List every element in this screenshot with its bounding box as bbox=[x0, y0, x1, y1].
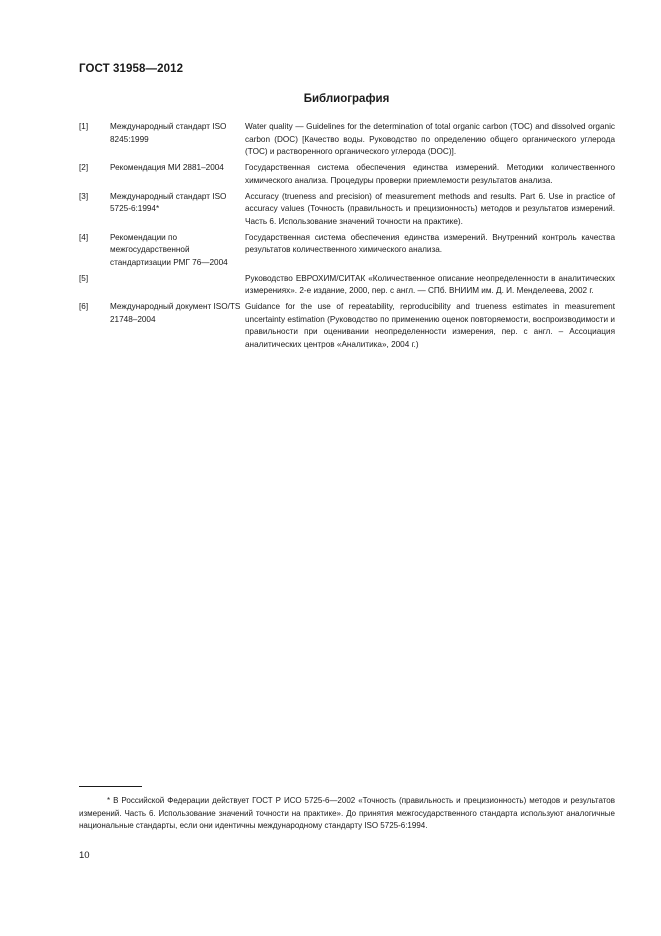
bibliography-entry bbox=[79, 191, 615, 229]
entry-text: Руководство ЕВРОХИМ/СИТАК «Количественное описание неопределенности в аналитических измерениях». 2-е издание, 2000, пер. с англ. — СПб. ВНИИМ им. Д. И. Менделеева, 2002 г. bbox=[245, 273, 615, 295]
bibliography-entry bbox=[79, 273, 615, 298]
entry-text: Accuracy (trueness and precision) of measurement methods and results. Part 6. Use in practice of accuracy values (Точность (правильность и прецизионность) методов и результатов измерений. Часть 6. Использование значений точности на практике). bbox=[245, 191, 615, 226]
page-number: 10 bbox=[79, 850, 90, 861]
entry-text: Guidance for the use of repeatability, reproducibility and trueness estimates in measurement uncertainty estimation (Руководство по применению оценок повторяемости, воспроизводимости и правильности при оценивании неопределенности измерения, пер. с англ. – Ассоциация аналитических центров «Аналитика», 2004 г.) bbox=[245, 302, 615, 349]
entry-source: Международный стандарт ISO 8245:1999 bbox=[110, 122, 227, 144]
entry-source bbox=[110, 273, 245, 298]
document-code: ГОСТ 31958—2012 bbox=[79, 63, 184, 75]
bibliography-entry bbox=[79, 301, 615, 351]
footnote: * В Российской Федерации действует ГОСТ Р ИСО 5725-6—2002 «Точность (правильность и прецизионность) методов и результатов измерений. Часть 6. Использование значений точности на практике». До принятия межгосударственного стандарта используют аналогичные национальные стандарты, если они идентичны международному стандарту ISO 5725-6:1994. bbox=[79, 796, 615, 830]
entry-number: [3] bbox=[79, 191, 89, 201]
entry-number: [1] bbox=[79, 122, 89, 131]
entry-text: Государственная система обеспечения единства измерений. Методики количественного химического анализа. Процедуры проверки приемлемости результатов анализа. bbox=[245, 163, 615, 185]
entry-number: [4] bbox=[79, 232, 89, 242]
entry-number: [2] bbox=[79, 163, 89, 172]
entry-source: Рекомендация МИ 2881–2004 bbox=[110, 163, 224, 172]
bibliography-list bbox=[79, 121, 615, 355]
bibliography-entry bbox=[79, 121, 615, 159]
entry-number: [5] bbox=[79, 273, 89, 283]
section-title: Библиография bbox=[303, 93, 390, 105]
entry-source: Международный документ ISO/TS 21748–2004 bbox=[110, 302, 241, 324]
entry-text: Государственная система обеспечения единства измерений. Внутренний контроль качества результатов количественного химического анализа. bbox=[245, 232, 615, 254]
footnote-separator bbox=[79, 786, 142, 787]
entry-source: Рекомендации по межгосударственной стандартизации РМГ 76—2004 bbox=[110, 232, 228, 267]
entry-number: [6] bbox=[79, 302, 89, 311]
bibliography-entry bbox=[79, 162, 615, 187]
entry-text: Water quality — Guidelines for the determination of total organic carbon (TOC) and dissolved organic carbon (DOC) [Качество воды. Руководство по определению общего органического углерода (TOC) и растворенного органического углерода (DOC)]. bbox=[245, 122, 615, 156]
entry-source: Международный стандарт ISO 5725-6:1994* bbox=[110, 191, 227, 213]
bibliography-entry bbox=[79, 232, 615, 270]
